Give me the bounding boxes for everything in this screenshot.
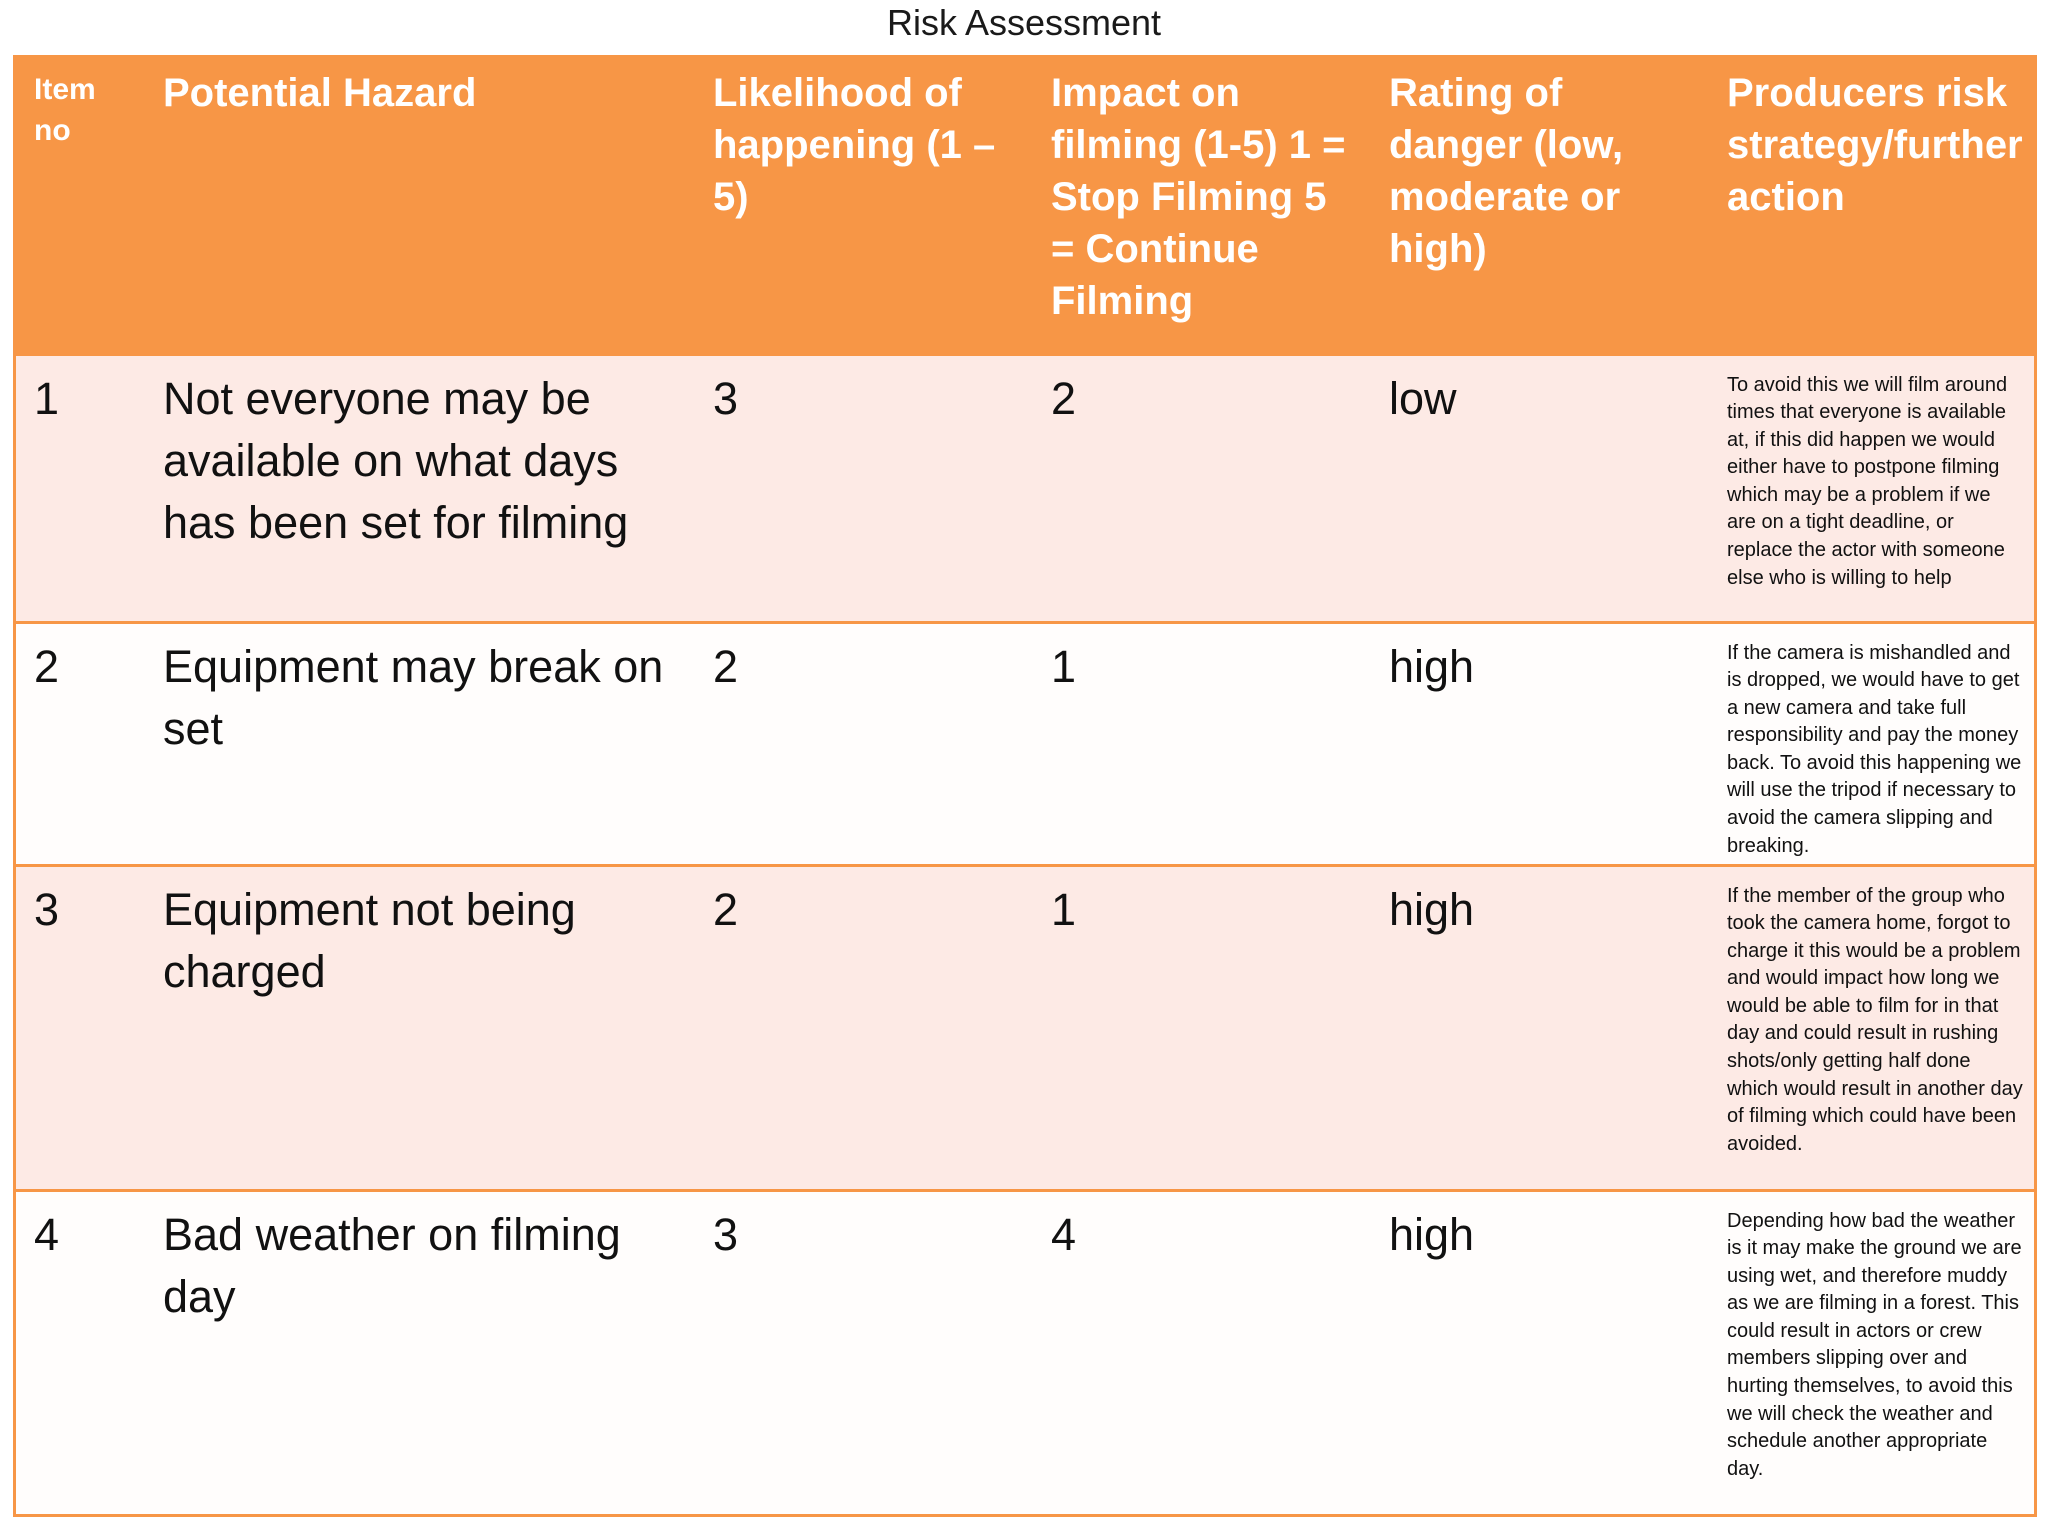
hazard-cell: Bad weather on filming day [163,1208,621,1322]
risk-assessment-table [13,55,2037,1517]
table-header [13,55,2037,354]
impact-cell: 1 [1051,640,1077,692]
likelihood-cell: 2 [713,883,739,935]
header-potential-hazard: Potential Hazard [163,71,477,115]
header-risk-strategy: Producers risk strategy/further action [1727,71,2023,219]
rating-cell: high [1389,1208,1475,1260]
table-row [13,865,2037,1190]
hazard-cell: Equipment may break on set [163,640,664,754]
page-title: Risk Assessment [886,2,1162,43]
likelihood-cell: 2 [713,640,739,692]
header-row [13,55,2037,354]
table-row [13,622,2037,865]
table-body [13,354,2037,1517]
header-impact: Impact on filming (1-5) 1 = Stop Filming 5 = Continue Filming [1051,71,1346,323]
rating-cell: high [1389,640,1475,692]
header-likelihood: Likelihood of happening (1 – 5) [713,71,996,219]
likelihood-cell: 3 [713,1208,739,1260]
strategy-cell: If the member of the group who took the camera home, forgot to charge it this would be a problem and would impact how long we would be able to film for in that day and could result in rushing shots/only getting half done which would result in another day of filming which could have been avoided. [1727,884,2023,1155]
impact-cell: 2 [1051,372,1077,424]
hazard-cell: Not everyone may be available on what days has been set for filming [163,372,629,548]
item-number-cell: 1 [34,372,60,424]
table-row [13,1190,2037,1517]
strategy-cell: Depending how bad the weather is it may make the ground we are using wet, and therefore muddy as we are filming in a forest. This could result in actors or crew members slipping over and hurting themselves, to avoid this we will check the weather and schedule another appropriate day. [1727,1209,2022,1480]
impact-cell: 1 [1051,883,1077,935]
table-row [13,354,2037,622]
rating-cell: high [1389,883,1475,935]
header-rating: Rating of danger (low, moderate or high) [1389,71,1624,271]
item-number-cell: 4 [34,1208,60,1260]
rating-cell: low [1389,372,1457,424]
strategy-cell: If the camera is mishandled and is dropped, we would have to get a new camera and take full responsibility and pay the money back. To avoid this happening we will use the tripod if necessary to avoid the camera slipping and breaking. [1727,641,2022,857]
header-item-no: Item no [34,73,96,147]
impact-cell: 4 [1051,1208,1077,1260]
item-number-cell: 3 [34,883,60,935]
likelihood-cell: 3 [713,372,739,424]
strategy-cell: To avoid this we will film around times that everyone is available at, if this did happen we would either have to postpone filming which may be a problem if we are on a tight deadline, or replace the actor with someone else who is willing to help [1727,373,2008,589]
item-number-cell: 2 [34,640,60,692]
hazard-cell: Equipment not being charged [163,883,576,997]
